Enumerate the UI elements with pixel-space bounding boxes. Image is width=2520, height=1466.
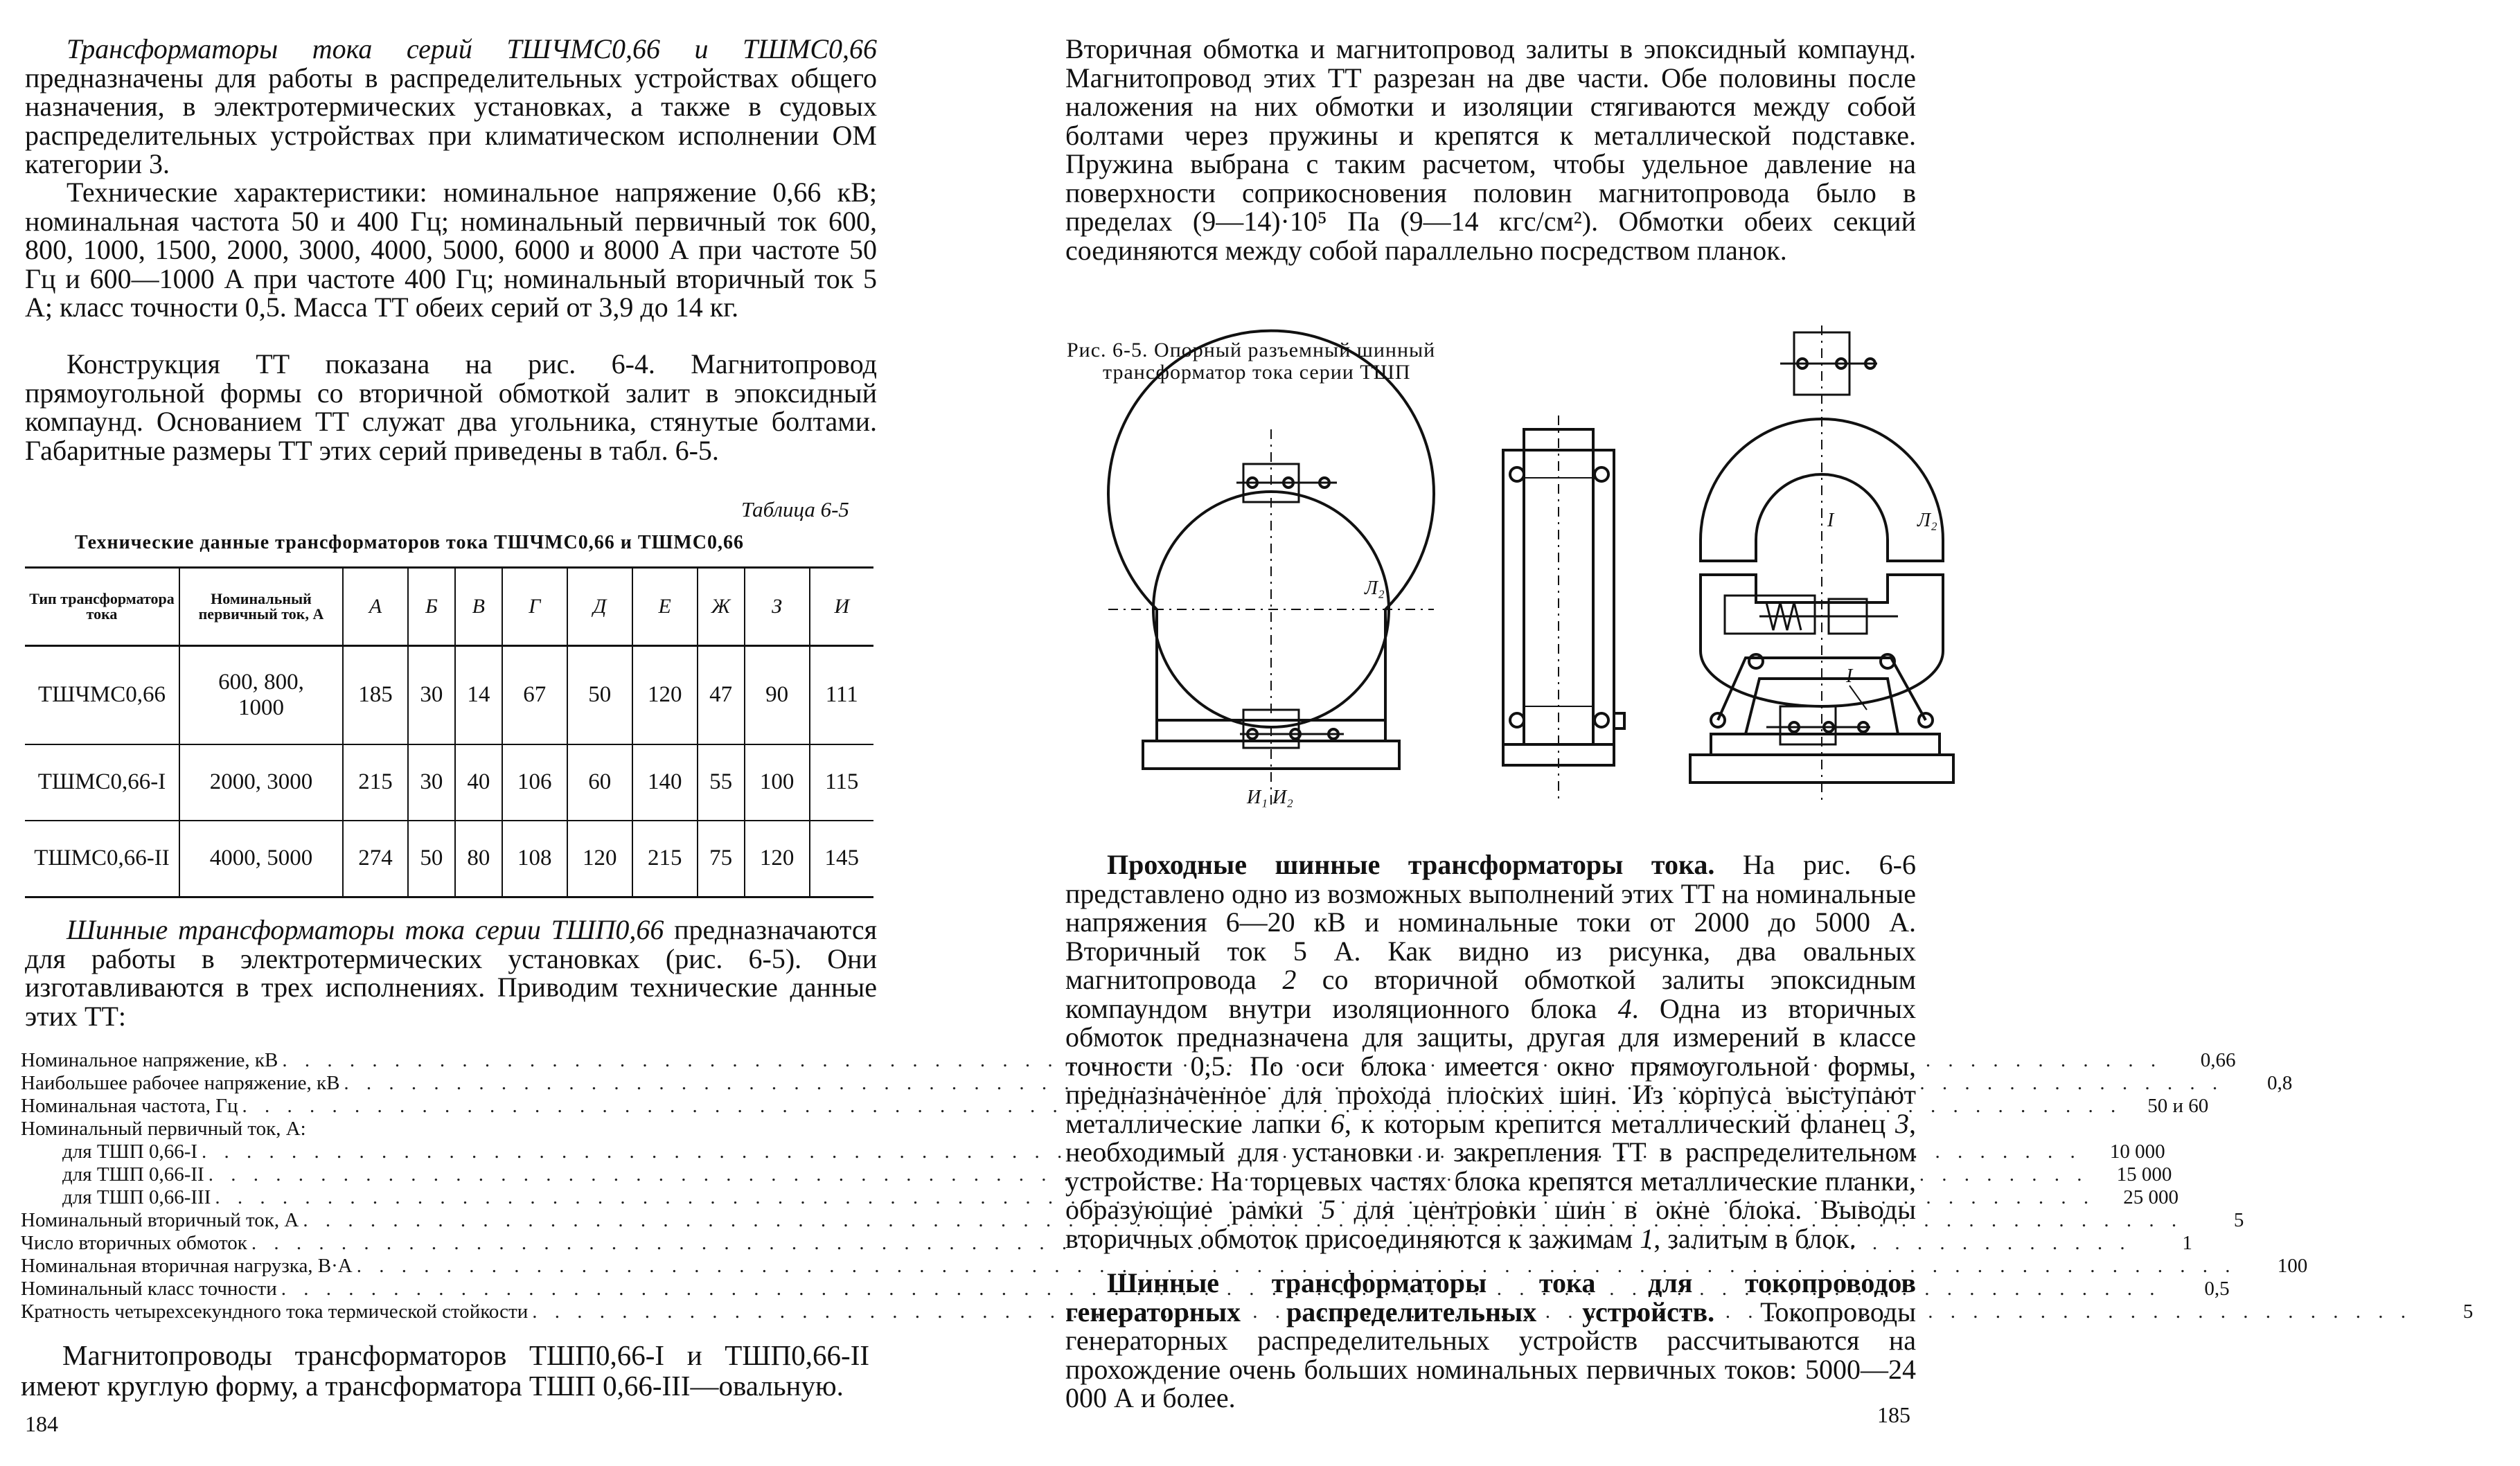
generator-heading: Шинные трансформаторы тока для токопроводов генераторных распределительных устройств.: [1065, 1267, 1916, 1328]
pass-through-text-1: На рис. 6-6 представлено одно из возможных выполнений этих ТТ на номинальные напряжения 6—20 кВ и номинальные токи от 2000 до 5000 А. Вторичный ток 5 А. Как видно из рисунка, два овальных магнитопровода: [1065, 849, 1917, 995]
pass-through-paragraph: [1065, 850, 1916, 1253]
table-cell: 60: [567, 744, 632, 821]
spec-list-item: [21, 1163, 2172, 1186]
pass-through-text-4: , к которым крепится металлический фланец: [1344, 1107, 1895, 1139]
specs-text: Технические характеристики: номинальное напряжение 0,66 кВ; номинальная частота 50 и 400 Гц; номинальный первичный ток 600, 800, 1000, 1500, 2000, 3000, 4000, 5000, 6000 и 8000 А при частоте 50 Гц и 600—1000 А при частоте 400 Гц; номинальный вторичный ток 5 А; класс точности 0,5. Масса ТТ обеих серий от 3,9 до 14 кг.: [25, 177, 877, 323]
table-cell: 274: [343, 821, 408, 897]
table-cell: 120: [745, 821, 810, 897]
table-cell: ТШМС0,66-I: [25, 744, 179, 821]
table-cell: 100: [745, 744, 810, 821]
spec-label: для ТШП 0,66-II: [62, 1163, 204, 1186]
ref-2: 2: [1282, 964, 1297, 995]
header-v: В: [455, 568, 502, 646]
spec-list-item: [21, 1186, 2179, 1209]
table-cell: 67: [502, 646, 567, 744]
table-cell: 120: [632, 646, 698, 744]
header-a: А: [343, 568, 408, 646]
spec-label: Номинальная вторичная нагрузка, В·А: [21, 1255, 353, 1277]
table-cell: 80: [455, 821, 502, 897]
spec-list-item: [21, 1278, 2230, 1300]
spec-label: Кратность четырехсекундного тока термической стойкости: [21, 1300, 529, 1323]
label-i-top: I: [1827, 510, 1834, 531]
spec-value: 5: [2463, 1300, 2474, 1323]
table-cell: 30: [408, 646, 455, 744]
table-cell: 145: [810, 821, 873, 897]
spec-list-item: [21, 1072, 2293, 1095]
page-number-right: 185: [1877, 1402, 1910, 1427]
table-cell: 185: [343, 646, 408, 744]
header-zh: Ж: [698, 568, 745, 646]
spec-value: 25 000: [2123, 1186, 2179, 1208]
table-cell: 30: [408, 744, 455, 821]
table-cell: 75: [698, 821, 745, 897]
ref-5: 5: [1321, 1194, 1336, 1225]
spec-value: 0,66: [2200, 1049, 2236, 1071]
bus-text: предназначаются для работы в электротермических установках (рис. 6-5). Они изготавливаются в трех исполнениях. Приводим технические данные этих ТТ:: [25, 914, 877, 1032]
table-cell: 111: [810, 646, 873, 744]
ref-3: 3: [1895, 1107, 1909, 1139]
spec-list-item: [21, 1255, 2308, 1278]
spec-value: 1: [2182, 1232, 2192, 1254]
ref-4: 4: [1617, 992, 1632, 1024]
spec-label: Число вторичных обмоток: [21, 1232, 247, 1254]
spec-value: 100: [2277, 1255, 2308, 1277]
pass-through-heading: Проходные шинные трансформаторы тока.: [1107, 849, 1715, 880]
specs-paragraph: [25, 178, 877, 322]
oval-view: [1690, 325, 1953, 803]
header-i: И: [810, 568, 873, 646]
header-b: Б: [408, 568, 455, 646]
spec-label: Номинальный первичный ток, А:: [21, 1118, 306, 1140]
spec-value: 0,8: [2267, 1072, 2293, 1094]
table-row: [25, 744, 873, 821]
table-cell: 215: [632, 821, 698, 897]
spec-value: 10 000: [2109, 1141, 2165, 1163]
ref-1: 1: [1640, 1222, 1654, 1254]
table-cell: 106: [502, 744, 567, 821]
table-cell: 115: [810, 744, 873, 821]
generator-text: Токопроводы генераторных распределительных устройств рассчитываются на прохождение очень больших номинальных первичных токов: 5000—24 000 А и более.: [1065, 1296, 1916, 1413]
label-i-bottom: I: [1846, 665, 1853, 687]
table-row: [25, 646, 873, 744]
table-header-row: [25, 568, 873, 646]
table-cell: 600, 800, 1000: [179, 646, 343, 744]
construction-text: Конструкция ТТ показана на рис. 6-4. Магнитопровод прямоугольной формы со вторичной обмоткой залит в эпоксидный компаунд. Основанием ТТ служат два угольника, стянутые болтами. Габаритные размеры ТТ этих серий приведены в табл. 6-5.: [25, 348, 877, 466]
header-g: Г: [502, 568, 567, 646]
page-number-left: 184: [25, 1411, 58, 1436]
spec-label: Номинальный вторичный ток, А: [21, 1209, 299, 1231]
spec-table: [25, 566, 873, 898]
closing-text: Магнитопроводы трансформаторов ТШП0,66-I и ТШП0,66-II имеют круглую форму, а трансформатора ТШП 0,66-III—овальную.: [21, 1339, 869, 1402]
figure-caption-line2: трансформатор тока серии ТШП: [1103, 361, 1411, 384]
pass-through-text-3: . Одна из вторичных обмоток предназначена для защиты, другая для измерений в классе точности 0,5. По оси блока имеется окно прямоугольной формы, предназначенное для прохода плоских шин. Из корпуса выступают металлические лапки: [1065, 992, 1916, 1139]
table-cell: 90: [745, 646, 810, 744]
spec-label: Номинальная частота, Гц: [21, 1095, 238, 1117]
label-l2-left: Л₂: [1365, 578, 1385, 599]
intro-text: предназначены для работы в распределительных устройствах общего назначения, в электротермических установках, а также в судовых распределительных устройствах при климатическом исполнении ОМ категории 3.: [25, 62, 877, 179]
spec-label: Наибольшее рабочее напряжение, кВ: [21, 1072, 340, 1094]
table-cell: 120: [567, 821, 632, 897]
spec-list-item: [21, 1095, 2209, 1118]
spec-value: 0,5: [2204, 1278, 2230, 1300]
intro-paragraph: [25, 35, 877, 179]
table-row: [25, 821, 873, 897]
figure-caption-line1: Рис. 6-5. Опорный разъемный шинный: [1067, 339, 1436, 361]
table-cell: 50: [408, 821, 455, 897]
spec-list-item: [21, 1209, 2244, 1232]
spec-value: 15 000: [2116, 1163, 2172, 1186]
series-name: Трансформаторы тока серий ТШЧМС0,66 и ТШМС0,66: [66, 33, 877, 64]
spec-label: Номинальный класс точности: [21, 1278, 277, 1300]
table-caption: Таблица 6-5: [741, 497, 849, 521]
table-cell: 4000, 5000: [179, 821, 343, 897]
spec-label: Номинальное напряжение, кВ: [21, 1049, 278, 1071]
generator-paragraph: [1065, 1269, 1916, 1413]
transformer-drawing: [1067, 319, 1937, 817]
header-d: Д: [567, 568, 632, 646]
pass-through-text-5: , необходимый для установки и закрепления ТТ в распределительном устройстве. На торцевых частях блока крепятся металлические планки, образующие рамки: [1065, 1107, 1916, 1225]
table-cell: 55: [698, 744, 745, 821]
table-title: Технические данные трансформаторов тока ТШЧМС0,66 и ТШМС0,66: [75, 532, 744, 553]
closing-paragraph: [21, 1340, 869, 1401]
pass-through-text-7: , залитым в блок.: [1653, 1222, 1856, 1254]
continuation-text: Вторичная обмотка и магнитопровод залиты в эпоксидный компаунд. Магнитопровод этих ТТ разрезан на две части. Обе половины после наложения на них обмотки и изоляции стягиваются между собой болтами через пружины и крепятся к металлической подставке. Пружина выбрана с таким расчетом, чтобы удельное давление на поверхности соприкосновения половин магнитопровода было в пределах (9—14)·10⁵ Па (9—14 кгс/см²). Обмотки обеих секций соединяются между собой параллельно посредством планок.: [1065, 33, 1916, 266]
table-cell: ТШЧМС0,66: [25, 646, 179, 744]
right-page: [970, 0, 1940, 1466]
pass-through-text-2: со вторичной обмоткой залиты эпоксидным компаундом внутри изоляционного блока: [1065, 964, 1916, 1024]
spec-list-item: [21, 1049, 2236, 1072]
table-cell: 215: [343, 744, 408, 821]
front-view: [1108, 331, 1434, 810]
header-type: Тип трансформатора тока: [25, 568, 179, 646]
table-cell: 47: [698, 646, 745, 744]
header-z: З: [745, 568, 810, 646]
table-cell: 140: [632, 744, 698, 821]
continuation-paragraph: [1065, 35, 1916, 265]
side-view: [1503, 415, 1624, 803]
pass-through-text-6: для центровки шин в окне блока. Выводы вторичных обмоток присоединяются к зажимам: [1065, 1194, 1916, 1254]
spec-label: для ТШП 0,66-III: [62, 1186, 211, 1208]
header-current: Номинальный первичный ток, А: [179, 568, 343, 646]
ref-6: 6: [1330, 1107, 1345, 1139]
construction-paragraph: [25, 350, 877, 465]
table-cell: 14: [455, 646, 502, 744]
spec-value: 50 и 60: [2147, 1095, 2209, 1117]
table-cell: 108: [502, 821, 567, 897]
table-cell: 2000, 3000: [179, 744, 343, 821]
bus-paragraph: [25, 915, 877, 1030]
table-cell: ТШМС0,66-II: [25, 821, 179, 897]
label-terminals: И₁ И₂: [1247, 787, 1293, 808]
label-l2-right: Л₂: [1917, 510, 1937, 531]
bus-series-name: Шинные трансформаторы тока серии ТШП0,66: [66, 914, 664, 945]
spec-list-item: [21, 1118, 866, 1141]
spec-list-item: [21, 1300, 2474, 1323]
header-e: Е: [632, 568, 698, 646]
spec-value: 5: [2233, 1209, 2244, 1231]
table-cell: 40: [455, 744, 502, 821]
spec-label: для ТШП 0,66-I: [62, 1141, 198, 1163]
spec-list-item: [21, 1141, 2165, 1163]
table-cell: 50: [567, 646, 632, 744]
